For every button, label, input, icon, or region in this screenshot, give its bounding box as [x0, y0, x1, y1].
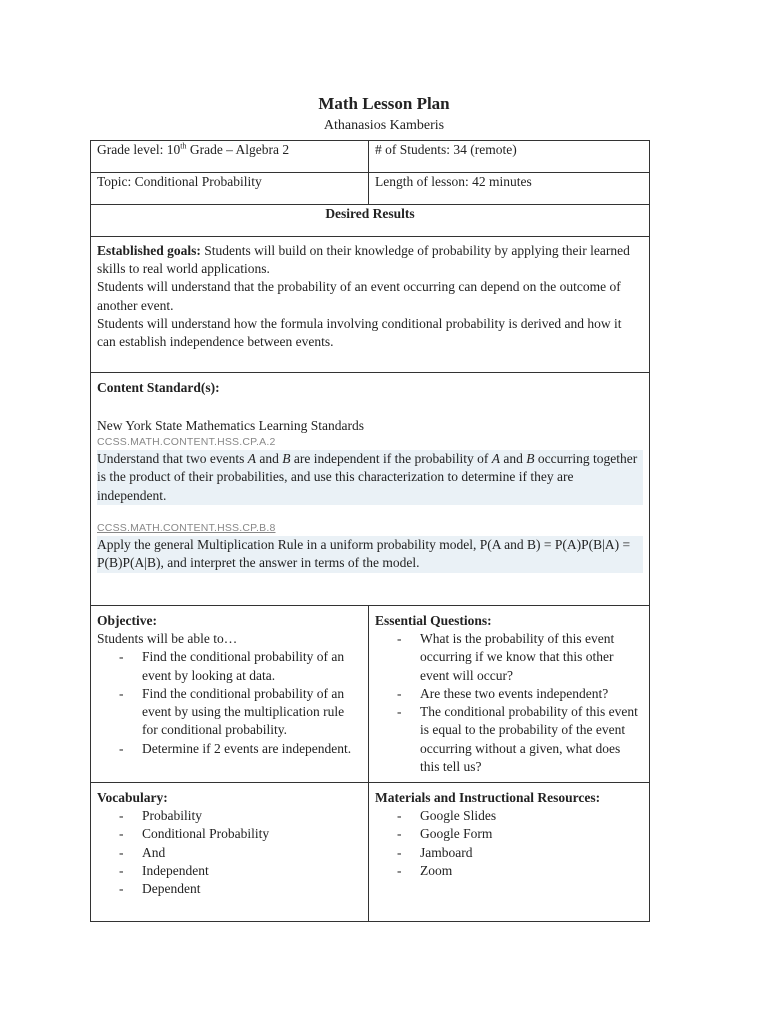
list-item: - Determine if 2 events are independent.: [119, 740, 362, 758]
list-item: - Independent: [119, 862, 362, 880]
list-item: - What is the probability of this event occurring if we know that this other event will occur?: [397, 630, 643, 685]
page-title: Math Lesson Plan: [318, 94, 450, 113]
students-cell: # of Students: 34 (remote): [369, 141, 650, 173]
row-desired-results: [91, 205, 650, 237]
list-item: - Zoom: [397, 862, 643, 880]
essential-questions-list: [375, 630, 643, 776]
goals-text-1: Students will build on their knowledge of probability by applying their learned skills to real world applications.: [97, 243, 630, 277]
vocabulary-list: [97, 807, 362, 898]
standards-name: New York State Mathematics Learning Standards: [97, 418, 364, 434]
list-item: - Google Form: [397, 825, 643, 843]
author-name: Athanasios Kamberis: [323, 118, 445, 133]
row-goals: [91, 237, 650, 373]
row-standards: [91, 373, 650, 606]
essential-questions-cell: [369, 606, 650, 783]
vocabulary-cell: [91, 783, 369, 922]
row-vocabulary-materials: [91, 783, 650, 922]
objective-list: [97, 648, 362, 757]
goals-line-1: [97, 242, 643, 278]
objective-intro: Students will be able to…: [97, 631, 238, 647]
list-item: - Jamboard: [397, 844, 643, 862]
list-item: - Find the conditional probability of an event by using the multiplication rule for conditional probability.: [119, 685, 362, 740]
materials-label: Materials and Instructional Resources:: [375, 790, 601, 805]
goals-cell: [91, 237, 650, 373]
grade-level-cell: [91, 141, 369, 173]
list-item: - Dependent: [119, 880, 362, 898]
essential-questions-label: Essential Questions:: [375, 613, 492, 628]
goals-line-2: Students will understand that the probability of an event occurring can depend on the outcome of another event.: [97, 279, 621, 313]
lesson-plan-table: [90, 140, 650, 922]
standard-text-2: Apply the general Multiplication Rule in a uniform probability model, P(A and B) = P(A)P(B|A) = P(B)P(A|B), and interpret the answer in terms of the model.: [97, 536, 643, 573]
list-item: - The conditional probability of this event is equal to the probability of the event occurring without a given, what does this tell us?: [397, 703, 643, 776]
list-item: - And: [119, 844, 362, 862]
vocabulary-label: Vocabulary:: [97, 790, 168, 805]
materials-list: [375, 807, 643, 880]
topic-cell: Topic: Conditional Probability: [91, 173, 369, 205]
list-item: - Conditional Probability: [119, 825, 362, 843]
row-topic: [91, 173, 650, 205]
materials-cell: [369, 783, 650, 922]
desired-results-heading: Desired Results: [91, 205, 650, 237]
goals-line-3: Students will understand how the formula involving conditional probability is derived and how it can establish independence between events.: [97, 315, 622, 350]
standard-text-1: Understand that two events A and B are independent if the probability of A and B occurring together is the product of their probabilities, and use this characterization to determine if they are independent.: [97, 450, 643, 506]
list-item: - Find the conditional probability of an event by looking at data.: [119, 648, 362, 684]
length-cell: Length of lesson: 42 minutes: [369, 173, 650, 205]
grade-level-prefix: Grade level: 10: [97, 142, 181, 157]
goals-label: Established goals:: [97, 243, 201, 258]
row-objective-questions: [91, 606, 650, 783]
list-item: - Are these two events independent?: [397, 685, 643, 703]
row-grade: [91, 141, 650, 173]
grade-level-suffix: Grade – Algebra 2: [186, 142, 290, 157]
standard-code-2-link[interactable]: CCSS.MATH.CONTENT.HSS.CP.B.8: [97, 522, 276, 535]
list-item: - Google Slides: [397, 807, 643, 825]
grade-level-sup: th: [180, 141, 187, 151]
objective-label: Objective:: [97, 613, 157, 628]
standards-label: Content Standard(s):: [97, 380, 220, 395]
standard-code-1: CCSS.MATH.CONTENT.HSS.CP.A.2: [97, 436, 276, 449]
list-item: - Probability: [119, 807, 362, 825]
objective-cell: [91, 606, 369, 783]
standards-cell: [91, 373, 650, 606]
